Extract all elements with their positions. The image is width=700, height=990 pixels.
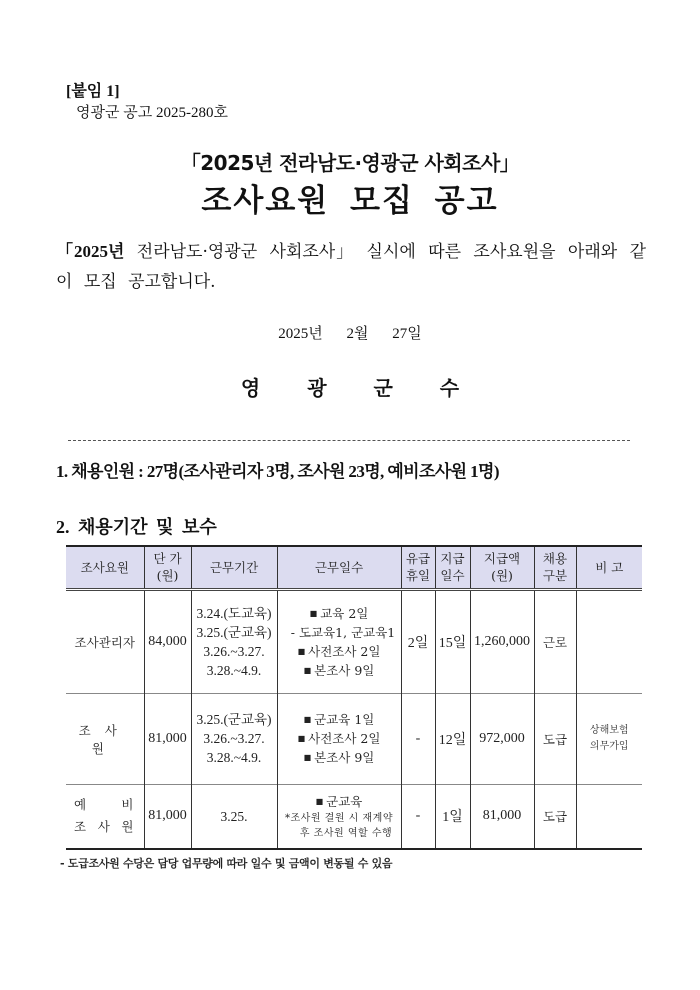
table-header-row — [66, 546, 642, 589]
document-subtitle: 「2025년 전라남도·영광군 사회조사」 — [180, 151, 520, 175]
cell-paid-leave: - — [401, 693, 435, 784]
header-type-l1: 채용 — [542, 551, 568, 567]
cell-pay-days: 1일 — [435, 784, 470, 849]
cell-amount: 81,000 — [470, 784, 534, 849]
work-item: ■ 본조사 9일 — [278, 748, 401, 767]
work-item: ■ 군교육 — [278, 792, 401, 811]
table-row-reserve — [66, 784, 642, 849]
section-period-pay-heading: 2. 채용기간 및 보수 — [56, 517, 217, 537]
role-char: 사 — [97, 819, 110, 835]
cell-type: 근로 — [534, 589, 576, 693]
work-item: ■ 사전조사 2일 — [278, 642, 401, 661]
work-item: ■ 사전조사 2일 — [278, 729, 401, 748]
work-note: 후 조사원 역할 수행 — [299, 827, 393, 839]
role-char: 원 — [121, 819, 134, 835]
period-line: 3.25.(군교육) — [196, 712, 272, 727]
cell-role — [66, 784, 144, 849]
header-type — [534, 546, 576, 589]
cell-type: 도급 — [534, 784, 576, 849]
section-recruitment-count — [56, 457, 499, 482]
period-line: 3.24.(도교육) — [196, 605, 272, 621]
cell-remarks — [576, 693, 642, 784]
cell-period — [191, 693, 277, 784]
period-line: 3.25. — [220, 808, 248, 824]
cell-role: 조사원 — [66, 693, 144, 784]
remark-line: 의무가입 — [589, 740, 629, 752]
role-char: 예 — [74, 797, 87, 813]
work-note: *조사원 결원 시 재계약 — [285, 812, 393, 824]
header-paid-leave-l2: 휴일 — [405, 568, 431, 584]
section1-label: 1. 채용인원 : — [56, 462, 144, 481]
period-line: 3.28.~4.9. — [206, 662, 262, 678]
cell-work-days — [277, 693, 401, 784]
header-amount — [470, 546, 534, 589]
footnote: - 도급조사원 수당은 담당 업무량에 따라 일수 및 금액이 변동될 수 있음 — [60, 857, 393, 870]
notice-number: 영광군 공고 2025-280호 — [76, 105, 228, 121]
dashed-divider — [68, 440, 630, 441]
section1-value: 27명(조사관리자 3명, 조사원 23명, 예비조사원 1명) — [143, 462, 499, 481]
cell-unit-price: 81,000 — [144, 784, 191, 849]
cell-type: 도급 — [534, 693, 576, 784]
period-line: 3.26.~3.27. — [203, 731, 265, 746]
header-pay-days — [435, 546, 470, 589]
header-remarks: 비 고 — [576, 546, 642, 589]
cell-unit-price: 84,000 — [144, 589, 191, 693]
attachment-label: [붙임 1] — [66, 83, 120, 100]
cell-period — [191, 784, 277, 849]
header-amount-l2: (원) — [491, 568, 513, 584]
cell-paid-leave: - — [401, 784, 435, 849]
role-char: 조 — [74, 819, 87, 835]
work-item: ■ 교육 2일 — [278, 604, 401, 623]
cell-work-days — [277, 589, 401, 693]
cell-period — [191, 589, 277, 693]
header-paid-leave — [401, 546, 435, 589]
table-row-surveyor — [66, 693, 642, 784]
cell-pay-days: 15일 — [435, 589, 470, 693]
header-amount-l1: 지급액 — [483, 551, 521, 567]
intro-text: 전라남도·영광군 사회조사」 실시에 따른 조사요원을 아래와 같이 모집 공고합니다. — [56, 242, 646, 292]
header-pay-days-l1: 지급 — [440, 551, 465, 567]
cell-amount: 972,000 — [470, 693, 534, 784]
period-line: 3.28.~4.9. — [206, 750, 262, 765]
table-row-manager — [66, 589, 642, 693]
cell-pay-days: 12일 — [435, 693, 470, 784]
work-subitem: - 도교육1, 군교육1 — [290, 624, 396, 640]
header-unit-price — [144, 546, 191, 589]
cell-work-days — [277, 784, 401, 849]
cell-role: 조사관리자 — [66, 589, 144, 693]
work-item: ■ 본조사 9일 — [278, 661, 401, 680]
header-unit-price-l1: 단 가 — [153, 551, 182, 567]
issuer: 영 광 군 수 — [240, 376, 460, 400]
period-line: 3.26.~3.27. — [203, 643, 265, 659]
role-char: 비 — [121, 797, 134, 813]
header-unit-price-l2: (원) — [156, 568, 179, 584]
intro-bold: 「2025년 — [56, 242, 125, 261]
header-paid-leave-l1: 유급 — [405, 551, 431, 567]
header-work-days: 근무일수 — [277, 546, 401, 589]
cell-remarks — [576, 589, 642, 693]
header-role: 조사요원 — [66, 546, 144, 589]
document-title: 조사요원 모집 공고 — [201, 183, 499, 219]
cell-remarks — [576, 784, 642, 849]
header-period: 근무기간 — [191, 546, 277, 589]
intro-paragraph — [56, 237, 646, 297]
remark-line: 상해보험 — [589, 724, 629, 736]
cell-amount: 1,260,000 — [470, 589, 534, 693]
notice-date: 2025년 2월 27일 — [278, 326, 422, 342]
cell-unit-price: 81,000 — [144, 693, 191, 784]
pay-table — [66, 545, 642, 850]
header-type-l2: 구분 — [542, 568, 568, 584]
cell-paid-leave: 2일 — [401, 589, 435, 693]
work-item: ■ 군교육 1일 — [278, 710, 401, 729]
header-pay-days-l2: 일수 — [440, 568, 465, 584]
period-line: 3.25.(군교육) — [196, 624, 272, 640]
